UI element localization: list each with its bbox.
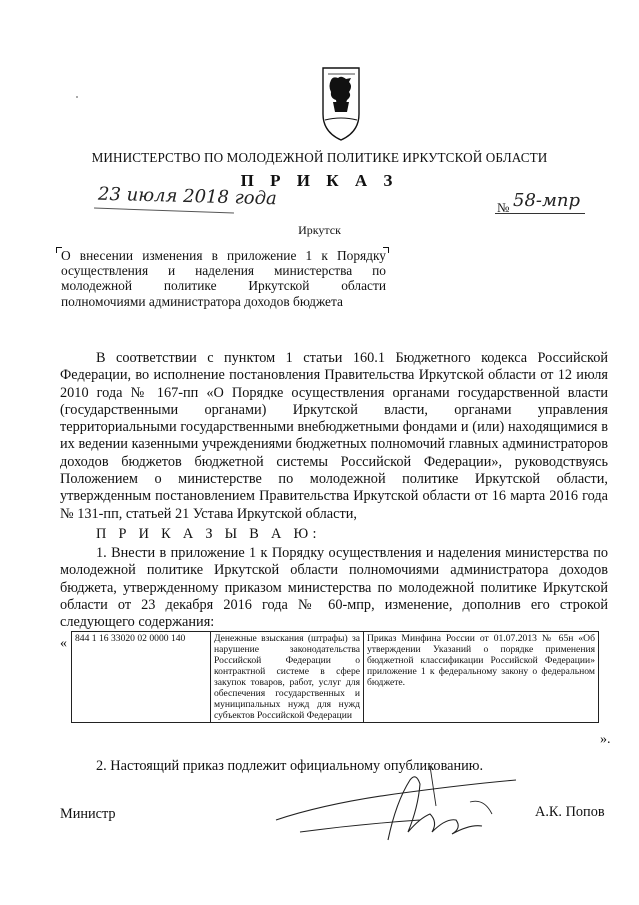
quote-open: « (60, 636, 67, 651)
date-underline (94, 208, 234, 214)
number-label: № (497, 200, 510, 215)
preamble-paragraph: В соответствии с пунктом 1 статьи 160.1 Бюджетного кодекса Российской Федерации, во исполнение постановления Правительства Иркутской области от 12 июля 2010 года № 167-пп «О Порядке осуществления органами государственной власти (государственными органами) Иркутской власти, органами управления территориальными государственными внебюджетными фондами и (или) находящимися в их ведении казенными учреждениями бюджетных полномочий главных администраторов доходов бюджетов бюджетной системы Российской Федерации», руководствуясь Положением о министерстве по молодежной политике Иркутской области, утвержденным постановлением Правительства Иркутской области от 16 марта 2016 года № 131-пп, статьей 21 Устава Иркутской области, (60, 350, 608, 522)
ministry-name: МИНИСТЕРСТВО ПО МОЛОДЕЖНОЙ ПОЛИТИКЕ ИРКУТСКОЙ ОБЛАСТИ (91, 150, 548, 165)
revenue-code-cell: 844 1 16 33020 02 0000 140 (72, 632, 211, 723)
handwritten-signature-icon (270, 762, 520, 847)
revenue-description-cell: Денежные взыскания (штрафы) за нарушение законодательства Российской Федерации о контрактной системе в сфере закупок товаров, работ, услуг для обеспечения государственных и муниципальных нужд для нужд субъектов Российской Федерации (211, 632, 364, 723)
irkutsk-coat-of-arms-icon (319, 62, 363, 142)
city: Иркутск (298, 223, 341, 237)
order-item-1: 1. Внести в приложение 1 к Порядку осуществления и наделения министерства по молодежной политике Иркутской области полномочиями администратора доходов бюджета, утвержденному приказом министерства по молодежной политике Иркутской области от 23 декабря 2016 года № 60-мпр, изменение, дополнив его строкой следующего содержания: (60, 545, 608, 631)
scan-speck (76, 96, 78, 98)
order-item-2: 2. Настоящий приказ подлежит официальному опубликованию. (96, 758, 484, 774)
orders-heading: П Р И К А З Ы В А Ю: (96, 526, 321, 542)
handwritten-date: 23 июля 2018 года (97, 183, 278, 210)
number-underline (495, 213, 585, 214)
inserted-row-table (71, 631, 599, 723)
signatory-name: А.К. Попов (535, 804, 605, 820)
signatory-title: Министр (60, 806, 116, 822)
quote-close: ». (600, 732, 611, 747)
legal-basis-cell: Приказ Минфина России от 01.07.2013 № 65н «Об утверждении Указаний о порядке применения бюджетной классификации Российской Федерации» приложение 1 к федеральному закону о федеральном бюджете. (364, 632, 599, 723)
order-subject: О внесении изменения в приложение 1 к Порядку осуществления и наделения министерства по молодежной политике Иркутской области полномочиями администратора доходов бюджета (61, 248, 386, 309)
document-type-title: П Р И К А З (240, 171, 399, 190)
handwritten-number: 58-мпр (513, 190, 581, 211)
table-row (72, 632, 599, 723)
